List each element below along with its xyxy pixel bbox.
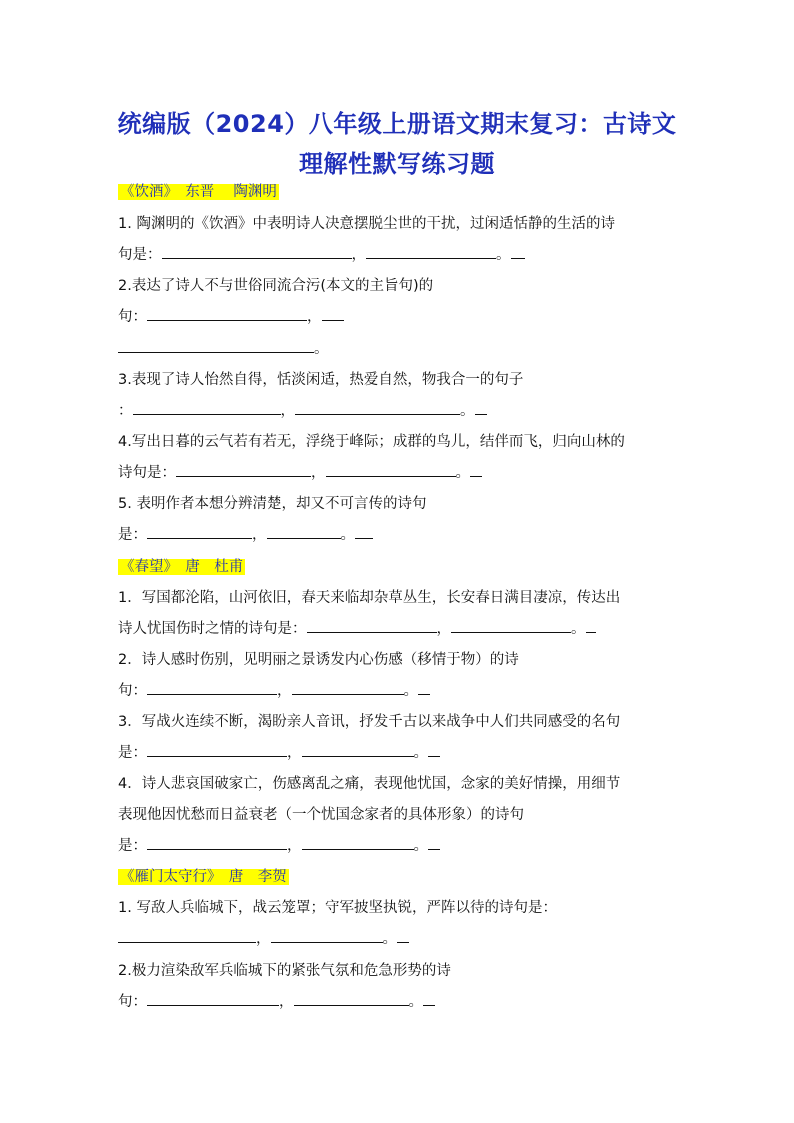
answer-blank[interactable]: [302, 742, 414, 757]
section-heading: 《雁门太守行》 唐 李贺: [120, 869, 287, 885]
answer-blank[interactable]: [176, 462, 311, 477]
answer-blank-tail: [586, 618, 596, 633]
question-text: 1. 写敌人兵临城下，战云笼罩；守军披坚执锐，严阵以待的诗句是：: [118, 900, 557, 916]
answer-blank-tail: [511, 244, 525, 259]
answer-blank-tail: [397, 928, 409, 943]
answer-blank[interactable]: [147, 835, 287, 850]
question-text: 4.写出日暮的云气若有若无，浮绕于峰际；成群的鸟儿，结伴而飞，归向山林的: [118, 434, 625, 450]
answer-blank[interactable]: [294, 991, 409, 1006]
question-text: 2.表达了诗人不与世俗同流合污(本文的主旨句)的: [118, 278, 434, 294]
question-text: 1. 陶渊明的《饮酒》中表明诗人决意摆脱尘世的干扰，过闲适恬静的生活的诗: [118, 216, 615, 232]
question-text: 3．写战火连续不断，渴盼亲人音讯，抒发千古以来战争中人们共同感受的名句: [118, 714, 621, 730]
answer-line: 。: [118, 337, 329, 358]
answer-blank[interactable]: [147, 991, 279, 1006]
answer-blank[interactable]: [147, 742, 287, 757]
answer-line: 句： ， 。: [118, 679, 430, 700]
title-line-2: 理解性默写练习题: [299, 150, 495, 178]
answer-blank[interactable]: [326, 462, 456, 477]
answer-blank-tail: [423, 991, 435, 1006]
answer-blank-tail: [470, 462, 482, 477]
answer-blank-tail: [428, 742, 440, 757]
section-heading: 《春望》 唐 杜甫: [120, 559, 244, 575]
answer-blank-tail: [355, 524, 373, 539]
answer-line: 是： ， 。: [118, 741, 440, 762]
answer-line: ， 。: [118, 927, 409, 948]
answer-blank[interactable]: [147, 680, 277, 695]
answer-blank[interactable]: [271, 928, 383, 943]
answer-line: 是： ， 。: [118, 523, 373, 544]
answer-blank[interactable]: [162, 244, 352, 259]
answer-line: 诗句是： ， 。: [118, 461, 482, 482]
answer-blank[interactable]: [133, 400, 281, 415]
answer-blank[interactable]: [307, 618, 437, 633]
answer-line: 诗人忧国伤时之情的诗句是： ， 。: [118, 617, 596, 638]
answer-blank[interactable]: [292, 680, 404, 695]
answer-line: ： ， 。: [118, 399, 487, 420]
answer-blank[interactable]: [147, 306, 307, 321]
question-text: 2．诗人感时伤别，见明丽之景诱发内心伤感（移情于物）的诗: [118, 652, 519, 668]
answer-blank-tail: [428, 835, 440, 850]
answer-blank[interactable]: [451, 618, 571, 633]
question-text: 5. 表明作者本想分辨清楚，却又不可言传的诗句: [118, 496, 427, 512]
answer-blank[interactable]: [118, 338, 314, 353]
answer-line: 是： ， 。: [118, 834, 440, 855]
question-text: 3.表现了诗人怡然自得，恬淡闲适，热爱自然，物我合一的句子: [118, 372, 524, 388]
answer-line: 句： ， 。: [118, 990, 435, 1011]
answer-blank[interactable]: [295, 400, 460, 415]
title-line-1: 统编版（2024）八年级上册语文期末复习：古诗文: [117, 110, 677, 138]
question-text: 1．写国都沦陷，山河依旧，春天来临却杂草丛生，长安春日满目凄凉，传达出: [118, 590, 621, 606]
answer-blank[interactable]: [267, 524, 341, 539]
answer-line: 句是： ， 。: [118, 243, 525, 264]
question-text: 4．诗人悲哀国破家亡，伤感离乱之痛，表现他忧国，念家的美好情操，用细节: [118, 776, 621, 792]
answer-blank-tail: [418, 680, 430, 695]
answer-blank-tail: [475, 400, 487, 415]
answer-line: 句： ，: [118, 305, 344, 326]
question-text: 2.极力渲染敌军兵临城下的紧张气氛和危急形势的诗: [118, 963, 451, 979]
answer-blank[interactable]: [118, 928, 256, 943]
answer-blank[interactable]: [302, 835, 414, 850]
question-text: 表现他因忧愁而日益衰老（一个忧国念家者的具体形象）的诗句: [118, 807, 524, 823]
section-heading: 《饮酒》 东晋 陶渊明: [120, 184, 277, 200]
answer-blank[interactable]: [147, 524, 252, 539]
answer-blank[interactable]: [366, 244, 496, 259]
answer-blank[interactable]: [322, 306, 344, 321]
